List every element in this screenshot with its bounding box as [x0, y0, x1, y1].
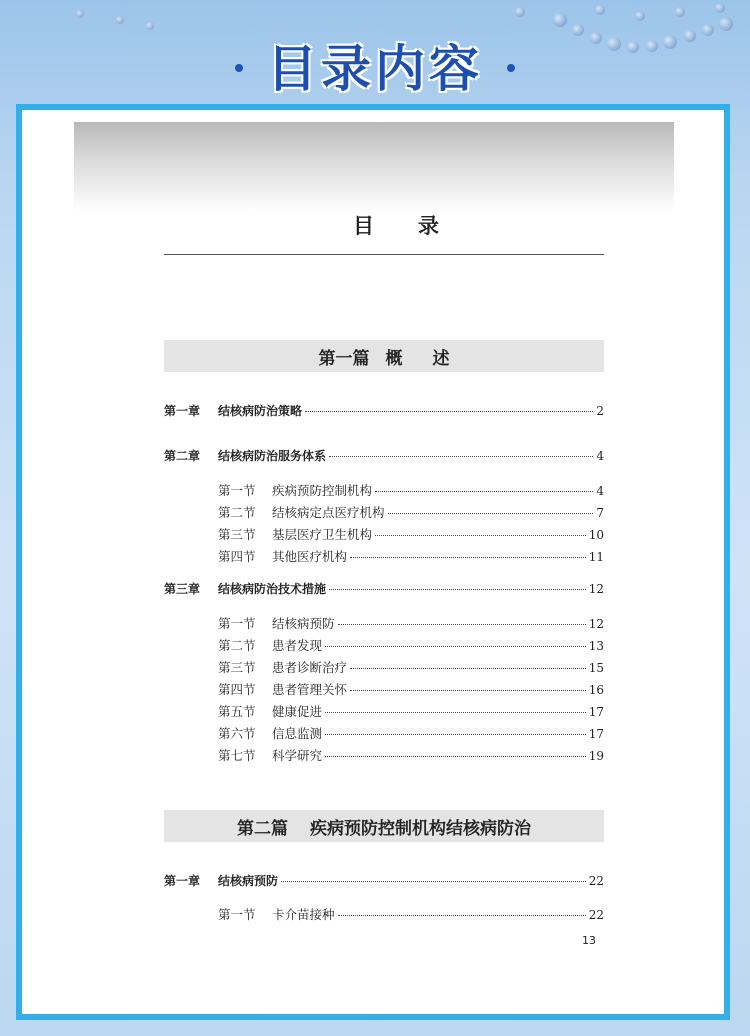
toc-heading: 目录 [353, 213, 483, 238]
entry-label: 患者发现 [272, 638, 323, 653]
toc-entry-section[interactable] [218, 702, 604, 722]
entry-number: 第一节 [218, 907, 256, 922]
banner-dot-left [235, 64, 243, 72]
entry-page: 22 [588, 874, 604, 888]
entry-page: 13 [588, 639, 604, 653]
entry-page: 2 [596, 404, 604, 418]
toc-entry-chapter[interactable] [164, 447, 604, 467]
entry-number: 第一章 [164, 404, 201, 418]
leader-dots [329, 589, 586, 590]
banner-dot-right [507, 64, 515, 72]
entry-number: 第二节 [218, 638, 256, 653]
toc-entry-section[interactable] [218, 658, 604, 678]
entry-page: 7 [596, 506, 604, 520]
leader-dots [305, 411, 593, 412]
entry-label: 疾病预防控制机构 [272, 483, 373, 498]
toc-entry-section[interactable] [218, 614, 604, 634]
entry-label: 结核病防治技术措施 [218, 582, 327, 596]
entry-page: 17 [588, 705, 604, 719]
leader-dots [350, 668, 586, 669]
toc-entry-section[interactable] [218, 547, 604, 567]
toc-page [74, 122, 674, 982]
entry-number: 第一节 [218, 616, 256, 631]
entry-page: 4 [596, 449, 604, 463]
leader-dots [350, 690, 586, 691]
leader-dots [325, 712, 586, 713]
entry-number: 第五节 [218, 704, 256, 719]
entry-label: 结核病防治策略 [218, 404, 303, 418]
part-label: 第二篇 [237, 818, 288, 839]
toc-entry-chapter[interactable] [164, 580, 604, 600]
entry-number: 第三章 [164, 582, 201, 596]
entry-page: 15 [588, 661, 604, 675]
leader-dots [338, 915, 586, 916]
page-header-gradient [74, 122, 674, 212]
leader-dots [375, 491, 593, 492]
toc-entry-section[interactable] [218, 503, 604, 523]
banner [0, 30, 750, 100]
leader-dots [375, 535, 586, 536]
entry-number: 第一节 [218, 483, 256, 498]
banner-title: 目录内容 [267, 40, 483, 98]
entry-page: 17 [588, 727, 604, 741]
toc-entry-section[interactable] [218, 724, 604, 744]
toc-entry-chapter[interactable] [164, 872, 604, 892]
toc-entry-chapter[interactable] [164, 402, 604, 422]
entry-label: 患者诊断治疗 [272, 660, 348, 675]
entry-page: 12 [588, 582, 604, 596]
entry-number: 第六节 [218, 726, 256, 741]
leader-dots [388, 513, 594, 514]
entry-number: 第一章 [164, 874, 201, 888]
entry-number: 第四节 [218, 682, 256, 697]
entry-page: 4 [596, 484, 604, 498]
entry-label: 结核病防治服务体系 [218, 449, 327, 463]
entry-page: 22 [588, 908, 604, 922]
content-frame [16, 104, 730, 1020]
entry-page: 10 [588, 528, 604, 542]
part-label: 第一篇 [318, 348, 370, 369]
toc-entry-section[interactable] [218, 746, 604, 766]
entry-number: 第四节 [218, 549, 256, 564]
toc-entry-section[interactable] [218, 680, 604, 700]
leader-dots [329, 456, 593, 457]
entry-number: 第二章 [164, 449, 201, 463]
entry-label: 结核病预防 [218, 874, 279, 888]
entry-page: 19 [588, 749, 604, 763]
part-title: 疾病预防控制机构结核病防治 [310, 818, 531, 839]
entry-label: 结核病定点医疗机构 [272, 505, 385, 520]
part-title: 概述 [385, 348, 480, 369]
entry-label: 患者管理关怀 [272, 682, 348, 697]
entry-label: 健康促进 [272, 704, 323, 719]
leader-dots [325, 646, 586, 647]
part-heading-1 [164, 340, 604, 372]
page-number: 13 [582, 934, 596, 947]
toc-heading-rule [164, 254, 604, 255]
entry-number: 第三节 [218, 660, 256, 675]
entry-number: 第三节 [218, 527, 256, 542]
entry-label: 信息监测 [272, 726, 323, 741]
leader-dots [338, 624, 586, 625]
toc-entry-section[interactable] [218, 481, 604, 501]
entry-number: 第七节 [218, 748, 256, 763]
entry-label: 基层医疗卫生机构 [272, 527, 373, 542]
entry-number: 第二节 [218, 505, 256, 520]
toc-entry-section[interactable] [218, 636, 604, 656]
entry-label: 科学研究 [272, 748, 323, 763]
entry-page: 12 [588, 617, 604, 631]
entry-label: 其他医疗机构 [272, 549, 348, 564]
entry-label: 结核病预防 [272, 616, 335, 631]
entry-page: 16 [588, 683, 604, 697]
toc-entry-section[interactable] [218, 905, 604, 925]
part-heading-2 [164, 810, 604, 842]
leader-dots [325, 734, 586, 735]
entry-label: 卡介苗接种 [272, 907, 335, 922]
leader-dots [281, 881, 586, 882]
toc-entry-section[interactable] [218, 525, 604, 545]
leader-dots [350, 557, 586, 558]
leader-dots [325, 756, 586, 757]
entry-page: 11 [588, 550, 604, 564]
